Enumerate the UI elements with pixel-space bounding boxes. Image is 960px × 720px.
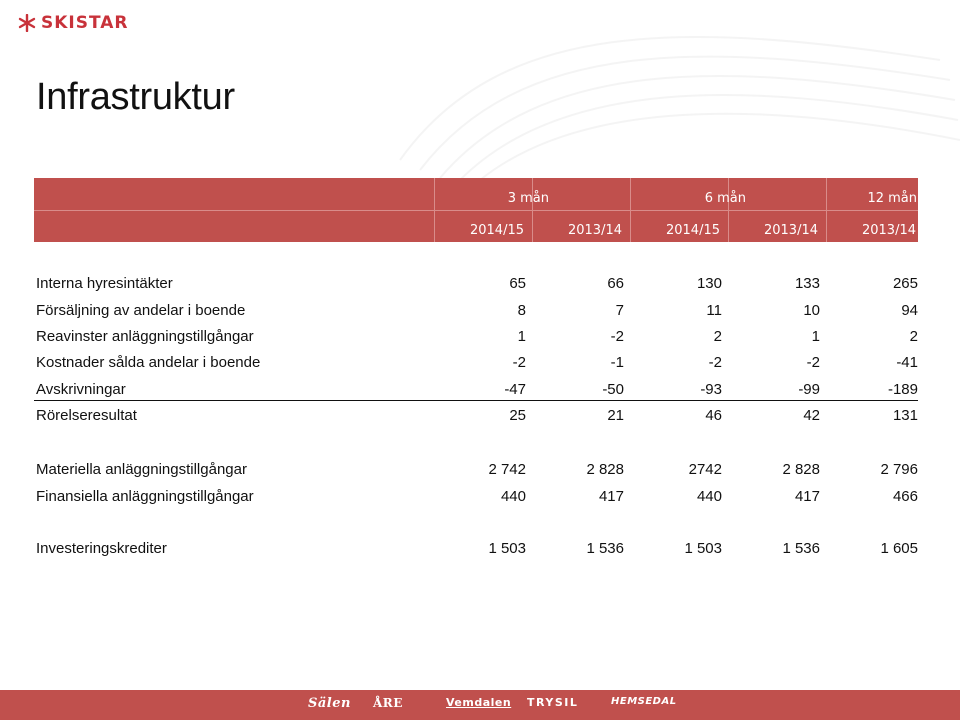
header-column-divider — [826, 178, 827, 242]
row-value: 21 — [607, 407, 624, 424]
row-value: 2742 — [688, 461, 722, 478]
row-value: 46 — [705, 407, 722, 424]
row-label: Försäljning av andelar i boende — [36, 302, 246, 319]
row-label: Reavinster anläggningstillgångar — [36, 328, 254, 345]
row-value: 10 — [803, 302, 820, 319]
row-value: 440 — [696, 488, 722, 505]
row-value: -2 — [806, 354, 820, 371]
row-label: Kostnader sålda andelar i boende — [36, 354, 261, 371]
row-label: Avskrivningar — [36, 381, 126, 398]
row-value: -2 — [610, 328, 624, 345]
table-row — [36, 273, 920, 295]
table-row — [36, 300, 920, 322]
row-value: -2 — [708, 354, 722, 371]
skistar-logo — [18, 12, 129, 34]
period-header-12-man: 12 mån — [867, 191, 917, 206]
footer-band — [0, 690, 960, 720]
row-label: Finansiella anläggningstillgångar — [36, 488, 254, 505]
row-value: 417 — [598, 488, 624, 505]
row-value: -93 — [700, 381, 722, 398]
row-value: 1 — [517, 328, 526, 345]
row-value: 466 — [892, 488, 918, 505]
row-label: Interna hyresintäkter — [36, 275, 173, 292]
destination-logo: HEMSEDAL — [611, 696, 677, 707]
row-value: 65 — [509, 275, 526, 292]
row-value: 265 — [892, 275, 918, 292]
row-value: 94 — [901, 302, 918, 319]
period-header-6-man: 6 mån — [704, 191, 746, 206]
row-value: 11 — [706, 302, 722, 319]
year-header: 2013/14 — [763, 223, 818, 238]
row-value: 42 — [803, 407, 820, 424]
sum-divider — [34, 400, 918, 401]
year-header: 2014/15 — [665, 223, 720, 238]
row-value: 1 536 — [586, 540, 624, 557]
row-value: 2 742 — [488, 461, 526, 478]
destination-logo: Vemdalen — [446, 696, 512, 709]
row-value: -41 — [896, 354, 918, 371]
row-value: 130 — [696, 275, 722, 292]
row-value: -189 — [887, 381, 918, 398]
destination-logo: TRYSIL — [527, 696, 579, 709]
logo-text: SKISTAR — [41, 13, 129, 33]
row-value: 1 536 — [782, 540, 820, 557]
header-column-divider — [532, 178, 533, 242]
row-value: 417 — [794, 488, 820, 505]
row-value: -47 — [504, 381, 526, 398]
table-row — [36, 486, 920, 508]
row-label: Materiella anläggningstillgångar — [36, 461, 247, 478]
row-value: 7 — [615, 302, 624, 319]
row-value: -99 — [798, 381, 820, 398]
period-header-3-man: 3 mån — [507, 191, 549, 206]
row-value: 25 — [509, 407, 526, 424]
row-value: 1 — [811, 328, 820, 345]
table-row — [36, 405, 920, 427]
table-row — [36, 326, 920, 348]
table-row — [36, 459, 920, 481]
header-column-divider — [728, 178, 729, 242]
row-value: 2 796 — [880, 461, 918, 478]
row-value: 440 — [500, 488, 526, 505]
row-value: 66 — [607, 275, 624, 292]
row-value: 1 605 — [880, 540, 918, 557]
year-header: 2014/15 — [469, 223, 524, 238]
table-row — [36, 379, 920, 401]
row-value: 2 — [909, 328, 918, 345]
row-label: Rörelseresultat — [36, 407, 137, 424]
table-row — [36, 352, 920, 374]
row-value: 133 — [794, 275, 820, 292]
header-column-divider — [434, 178, 435, 242]
table-row — [36, 538, 920, 560]
header-divider — [34, 210, 918, 211]
header-column-divider — [630, 178, 631, 242]
row-value: 2 828 — [782, 461, 820, 478]
row-label: Investeringskrediter — [36, 540, 167, 557]
row-value: 131 — [892, 407, 918, 424]
page-title: Infrastruktur — [36, 76, 235, 118]
row-value: -2 — [512, 354, 526, 371]
year-header: 2013/14 — [567, 223, 622, 238]
destination-logo: Sälen — [308, 696, 351, 711]
year-header: 2013/14 — [861, 223, 916, 238]
row-value: 2 828 — [586, 461, 624, 478]
row-value: 8 — [517, 302, 526, 319]
background-pattern — [380, 0, 960, 180]
snowflake-icon — [18, 14, 36, 32]
row-value: 1 503 — [684, 540, 722, 557]
row-value: 2 — [713, 328, 722, 345]
row-value: -50 — [602, 381, 624, 398]
row-value: -1 — [610, 354, 624, 371]
table-header — [34, 178, 918, 242]
destination-logo: ÅRE — [373, 696, 403, 710]
row-value: 1 503 — [488, 540, 526, 557]
